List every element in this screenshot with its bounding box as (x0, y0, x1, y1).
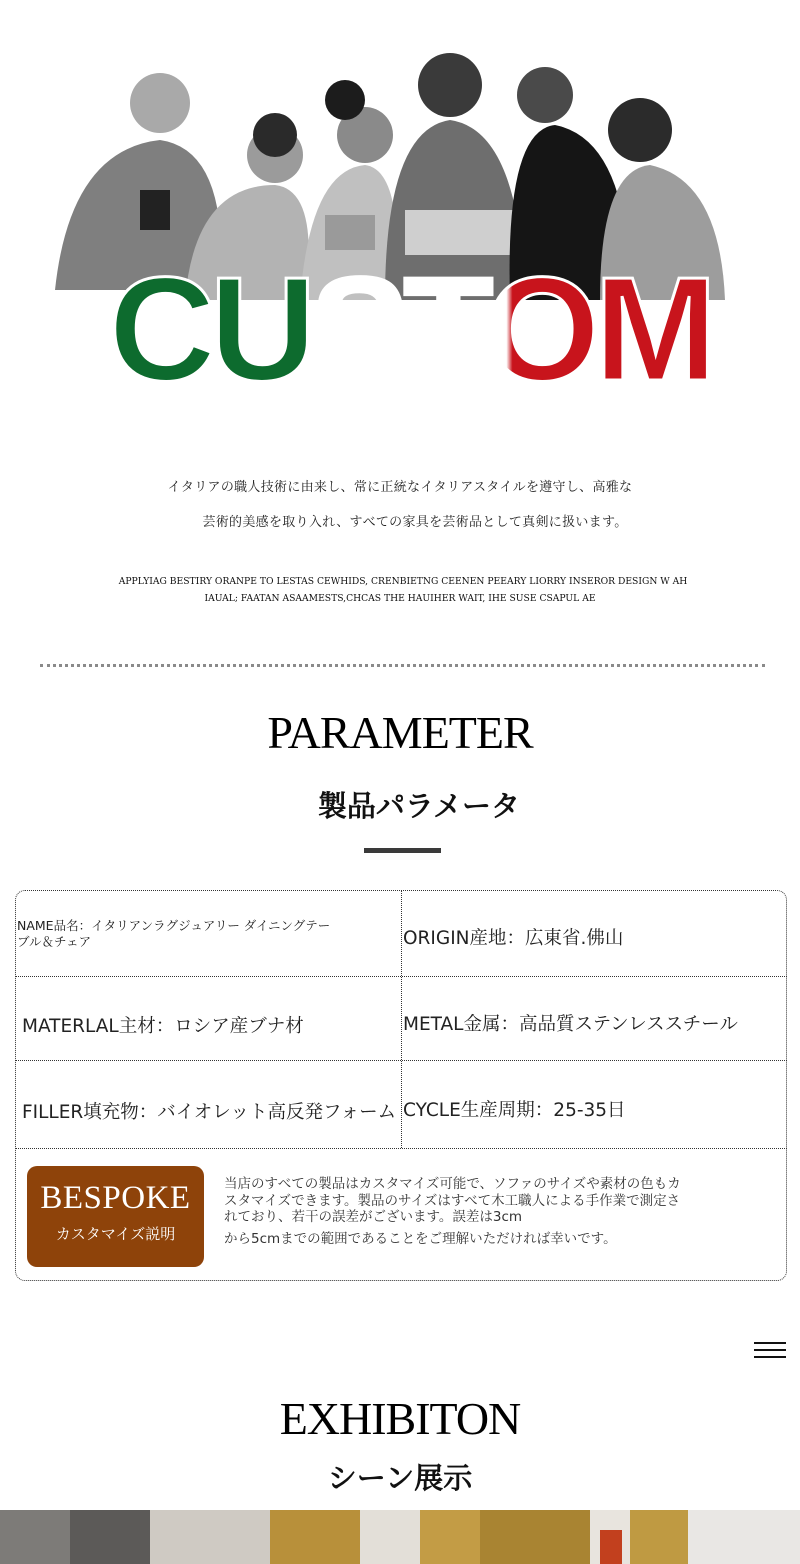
menu-bar (754, 1356, 786, 1358)
hero-banner (0, 0, 800, 430)
param-filler: FILLER填充物：バイオレット高反発フォーム (22, 1102, 397, 1123)
intro-jp-line-1: イタリアの職人技術に由来し、常に正統なイタリアスタイルを遵守し、高雅な (167, 480, 633, 495)
section-divider (40, 664, 765, 667)
table-row-divider (15, 1148, 787, 1149)
custom-headline-graphic (60, 262, 760, 392)
intro-en-line-2: IAUAL; FAATAN ASAAMESTS,CHCAS THE HAUIHER WAIT, IHE SUSE CSAPUL AE (204, 593, 596, 604)
param-origin: ORIGIN産地：広東省.佛山 (403, 928, 624, 949)
param-cycle: CYCLE生産周期：25-35日 (403, 1100, 626, 1121)
custom-headline-text: CUSTOM (108, 262, 712, 392)
title-underline (364, 848, 441, 853)
param-material: MATERLAL主材：ロシア産ブナ材 (22, 1016, 304, 1037)
menu-bar (754, 1342, 786, 1344)
table-column-divider (401, 890, 402, 1148)
bespoke-badge (27, 1166, 204, 1267)
hamburger-menu-icon[interactable] (754, 1342, 786, 1360)
bespoke-description (224, 1176, 684, 1247)
param-metal: METAL金属：高品質ステンレススチール (403, 1014, 738, 1035)
parameter-subtitle: 製品パラメータ (317, 789, 521, 823)
intro-en-line-1: APPLYIAG BESTIRY ORANPE TO LESTAS CEWHIDS, CRENBIETNG CEENEN PEEARY LIORRY INSEROR DESIGN W AH (118, 576, 688, 587)
exhibition-photo (0, 1510, 800, 1564)
param-name: NAME品名：イタリアンラグジュアリー ダイニングテーブル＆チェア (17, 918, 331, 949)
exhibition-subtitle: シーン展示 (327, 1461, 473, 1495)
bespoke-description-1: 当店のすべての製品はカスタマイズ可能で、ソファのサイズや素材の色もカスタマイズできます。製品のサイズはすべて木工職人による手作業で測定されており、若干の誤差がございます。誤差は3cm (224, 1176, 681, 1225)
parameter-title: PARAMETER (267, 707, 533, 758)
bespoke-description-2: から5cmまでの範囲であることをご理解いただければ幸いです。 (224, 1230, 617, 1247)
menu-bar (754, 1349, 786, 1351)
bespoke-subtitle: カスタマイズ説明 (55, 1225, 176, 1243)
intro-jp-line-2: 芸術的美感を取り入れ、すべての家具を芸術品として真剣に扱います。 (202, 515, 628, 530)
bespoke-title: BESPOKE (40, 1180, 191, 1216)
exhibition-title: EXHIBITON (279, 1393, 521, 1444)
